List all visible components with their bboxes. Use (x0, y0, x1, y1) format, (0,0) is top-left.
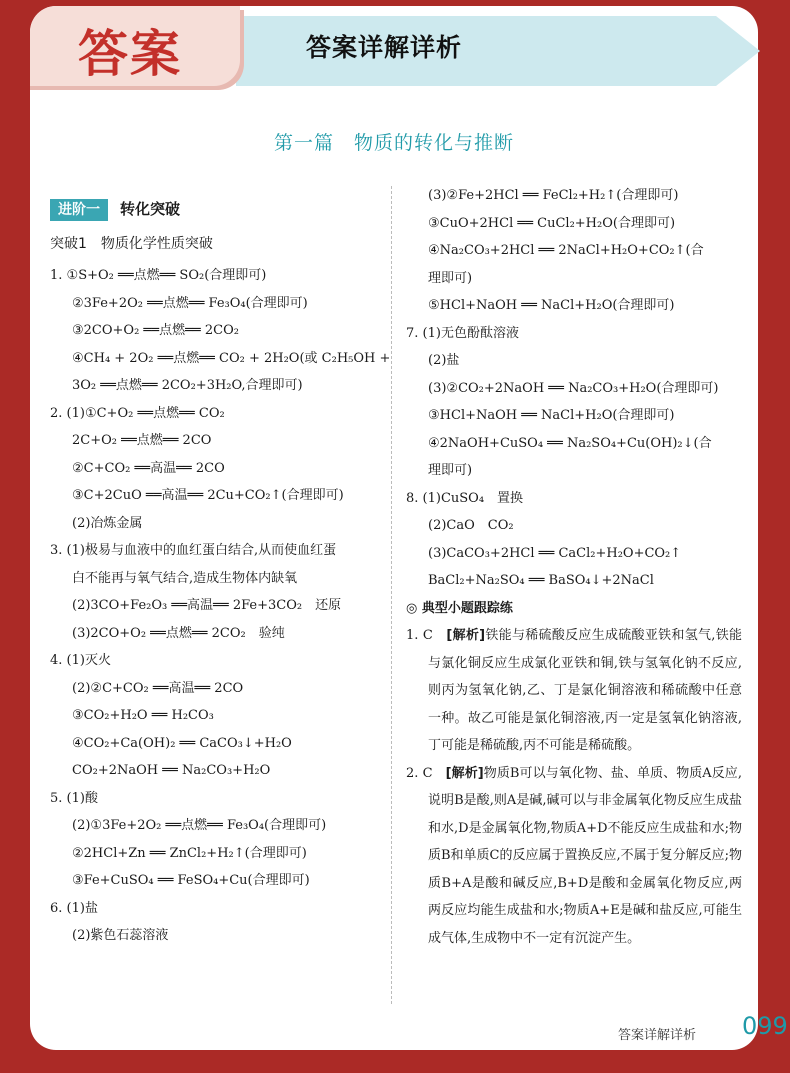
practice-text: 物质B可以与氧化物、盐、单质、物质A反应,说明B是酸,则A是碱,碱可以与非金属氧化物反应生成盐和水,D是金属氧化物,物质A+D不能反应生成盐和水;物质B和单质C的反应属于置换反应,不属于复分解反应;物质B+A是酸和碱反应,B+D是酸和金属氧化物反应,两两反应均能生成盐和水;物质A+E是碱和盐反应,可能生成气体,生成物中不一定有沉淀产生。 (428, 765, 743, 946)
answer-line: (2)②C+CO₂ ══高温══ 2CO (72, 680, 244, 696)
practice-item (406, 622, 742, 760)
answer-line: ②C+CO₂ ══高温══ 2CO (72, 460, 225, 476)
practice-item (406, 760, 742, 953)
answer-line: 理即可) (428, 270, 473, 286)
column-divider (391, 186, 392, 1004)
page-sheet (30, 6, 788, 1050)
answer-line: ③2CO+O₂ ══点燃══ 2CO₂ (72, 323, 239, 338)
answer-line: (2)盐 (428, 353, 460, 368)
answer-line: ④2NaOH+CuSO₄ ══ Na₂SO₄+Cu(OH)₂↓(合 (428, 435, 712, 451)
answer-line: BaCl₂+Na₂SO₄ ══ BaSO₄↓+2NaCl (428, 573, 654, 588)
subsection-title: 突破1 物质化学性质突破 (50, 236, 213, 252)
analysis-tag: [解析] (445, 765, 484, 781)
practice-heading: ◎ 典型小题跟踪练 (406, 600, 513, 616)
answer-line: ②3Fe+2O₂ ══点燃══ Fe₃O₄(合理即可) (72, 295, 308, 311)
answer-line: (3)②Fe+2HCl ══ FeCl₂+H₂↑(合理即可) (428, 188, 679, 203)
answer-line: ③C+2CuO ══高温══ 2Cu+CO₂↑(合理即可) (72, 488, 344, 503)
answer-line: (2)CaO CO₂ (428, 518, 514, 533)
stage-heading (50, 192, 382, 226)
answer-line: (3)②CO₂+2NaOH ══ Na₂CO₃+H₂O(合理即可) (428, 380, 719, 396)
answer-line: ③HCl+NaOH ══ NaCl+H₂O(合理即可) (428, 408, 675, 423)
header-title: 答案详解详析 (306, 33, 463, 62)
header-arrow (716, 16, 760, 86)
answer-line: 3O₂ ══点燃══ 2CO₂+3H₂O,合理即可) (72, 378, 303, 393)
answer-line: 2. (1)①C+O₂ ══点燃══ CO₂ (50, 405, 225, 421)
practice-number: 1. C (406, 628, 433, 643)
right-column (406, 182, 742, 952)
answer-line: (3)2CO+O₂ ══点燃══ 2CO₂ 验纯 (72, 625, 285, 641)
answer-line: ③CuO+2HCl ══ CuCl₂+H₂O(合理即可) (428, 215, 676, 231)
answer-line: ④CO₂+Ca(OH)₂ ══ CaCO₃↓+H₂O (72, 735, 292, 751)
answer-line: ④Na₂CO₃+2HCl ══ 2NaCl+H₂O+CO₂↑(合 (428, 243, 704, 258)
stage-title: 转化突破 (120, 200, 181, 218)
answer-line: (3)CaCO₃+2HCl ══ CaCl₂+H₂O+CO₂↑ (428, 545, 682, 561)
answer-line: (2)紫色石蕊溶液 (72, 928, 169, 943)
answer-line: ②2HCl+Zn ══ ZnCl₂+H₂↑(合理即可) (72, 845, 307, 861)
section-title: 第一篇 物质的转化与推断 (273, 132, 514, 154)
answer-line: ⑤HCl+NaOH ══ NaCl+H₂O(合理即可) (428, 298, 675, 313)
page-number: 099 (742, 1012, 788, 1040)
answer-line: ④CH₄ + 2O₂ ══点燃══ CO₂ + 2H₂O(或 C₂H₅OH + (72, 350, 391, 366)
answer-line: 理即可) (428, 463, 473, 478)
answer-line: CO₂+2NaOH ══ Na₂CO₃+H₂O (72, 763, 271, 778)
answer-line: 白不能再与氧气结合,造成生物体内缺氧 (72, 570, 298, 586)
stage-badge: 进阶一 (50, 199, 108, 221)
answer-line: ③Fe+CuSO₄ ══ FeSO₄+Cu(合理即可) (72, 873, 310, 888)
answer-line: ③CO₂+H₂O ══ H₂CO₃ (72, 708, 214, 723)
answer-line: 1. ①S+O₂ ══点燃══ SO₂(合理即可) (50, 268, 267, 283)
analysis-tag: [解析] (446, 628, 486, 643)
answer-line: 6. (1)盐 (50, 900, 98, 916)
left-column (50, 192, 391, 950)
answer-line: (2)①3Fe+2O₂ ══点燃══ Fe₃O₄(合理即可) (72, 818, 327, 833)
answer-line: (2)3CO+Fe₂O₃ ══高温══ 2Fe+3CO₂ 还原 (72, 598, 342, 613)
footer-label: 答案详解详析 (618, 1028, 697, 1043)
answer-line: 3. (1)极易与血液中的血红蛋白结合,从而使血红蛋 (50, 543, 337, 558)
answer-line: (2)冶炼金属 (72, 515, 143, 531)
answer-label: 答案 (78, 25, 182, 83)
practice-text: 铁能与稀硫酸反应生成硫酸亚铁和氢气,铁能与氯化铜反应生成氯化亚铁和铜,铁与氢氧化钠不反应,则丙为氢氧化钠,乙、丁是氯化铜溶液和稀硫酸中任意一种。故乙可能是氯化铜溶液,丙一定是氢氧化钠溶液,丁可能是稀硫酸,丙不可能是稀硫酸。 (428, 628, 742, 753)
answer-line: 2C+O₂ ══点燃══ 2CO (72, 433, 212, 448)
answer-line: 4. (1)灭火 (50, 653, 111, 668)
answer-line: 7. (1)无色酚酞溶液 (406, 325, 519, 341)
practice-number: 2. C (406, 765, 433, 781)
answer-line: 5. (1)酸 (50, 790, 98, 806)
answer-line: 8. (1)CuSO₄ 置换 (406, 490, 524, 506)
